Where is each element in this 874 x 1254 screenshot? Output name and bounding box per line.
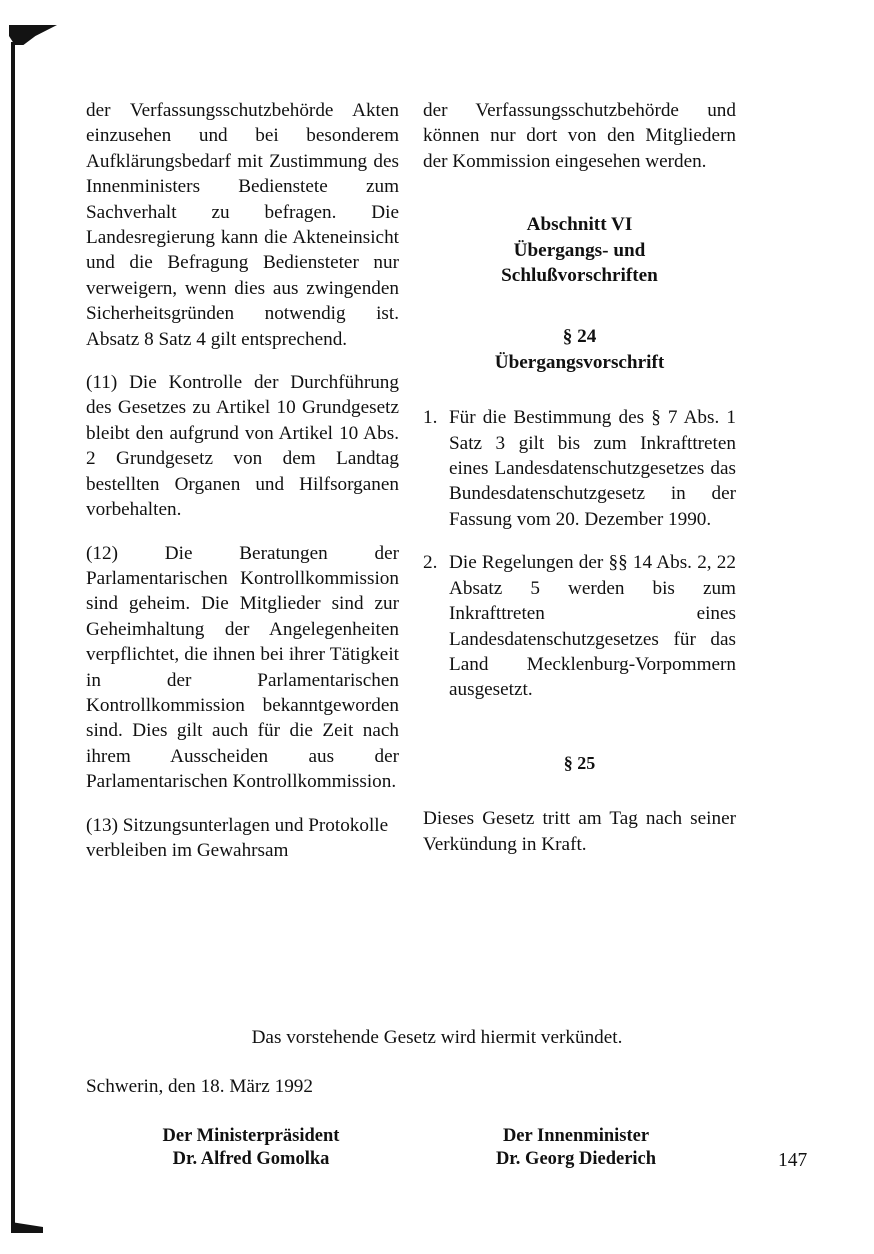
paragraph-11: (11) Die Kontrolle der Durchführung des Gesetzes zu Artikel 10 Grundgesetz bleibt den aufgrund von Artikel 10 Abs. 2 Grundgesetz von dem Landtag bestellten Organen und Hilfsorganen vorbehalten. bbox=[86, 372, 399, 521]
section-24-list bbox=[423, 405, 736, 702]
list-item bbox=[423, 550, 736, 702]
list-item-text: Die Regelungen der §§ 14 Abs. 2, 22 Absatz 5 werden bis zum Inkrafttreten eines Landesdatenschutzgesetzes für das Land Mecklenburg-Vorpommern ausgesetzt. bbox=[449, 552, 736, 701]
page-number: 147 bbox=[778, 1150, 808, 1171]
paragraph-continuation: der Verfassungsschutzbehörde Akten einzusehen und bei besonderem Aufklärungsbedarf mit Zustimmung des Innenministers Bedienstete zum Sachverhalt zu befragen. Die Landesregierung kann die Akteneinsicht und die Befragung Bediensteter nur verweigern, wenn dies aus zwingenden Sicherheitsgründen notwendig ist. Absatz 8 Satz 4 gilt entsprechend. bbox=[86, 100, 399, 350]
paragraph-13: (13) Sitzungsunterlagen und Protokolle verbleiben im Gewahrsam bbox=[86, 814, 389, 861]
scan-edge-foot-icon bbox=[11, 1222, 43, 1233]
signature-title: Der Ministerpräsident bbox=[162, 1126, 340, 1146]
section-25-symbol: § 25 bbox=[563, 752, 596, 773]
signature-row bbox=[86, 1125, 736, 1171]
section-24-symbol: § 24 bbox=[562, 326, 597, 348]
scan-edge-blob-icon bbox=[9, 25, 57, 45]
section-24-title: Übergangsvorschrift bbox=[494, 351, 665, 373]
scan-binding-edge-artifact bbox=[11, 42, 15, 1232]
list-item-text: Für die Bestimmung des § 7 Abs. 1 Satz 3 gilt bis zum Inkrafttreten eines Landesdatenschutzgesetzes das Bundesdatenschutzgesetz in der Fassung vom 20. Dezember 1990. bbox=[449, 407, 736, 530]
list-item-marker: 2. bbox=[423, 552, 438, 574]
list-item bbox=[423, 405, 736, 532]
signature-name: Dr. Georg Diederich bbox=[495, 1149, 657, 1169]
section-heading-abschnitt-vi bbox=[423, 212, 736, 288]
section-heading-line-3: Schlußvorschriften bbox=[501, 265, 658, 287]
signature-block-innenminister bbox=[416, 1125, 736, 1171]
section-heading-line-1: Abschnitt VI bbox=[526, 214, 633, 236]
signature-name: Dr. Alfred Gomolka bbox=[172, 1149, 330, 1169]
place-and-date: Schwerin, den 18. März 1992 bbox=[86, 1076, 313, 1097]
right-text-column bbox=[423, 98, 736, 857]
promulgation-statement: Das vorstehende Gesetz wird hiermit verkündet. bbox=[251, 1027, 623, 1048]
signature-block-ministerpraesident bbox=[86, 1125, 416, 1171]
paragraph-intro-continuation: der Verfassungsschutzbehörde und können nur dort von den Mitgliedern der Kommission eingesehen werden. bbox=[423, 100, 736, 172]
section-24-header bbox=[423, 324, 736, 375]
section-25-text: Dieses Gesetz tritt am Tag nach seiner Verkündung in Kraft. bbox=[423, 808, 736, 855]
signature-title: Der Innenminister bbox=[502, 1126, 650, 1146]
list-item-marker: 1. bbox=[423, 407, 438, 429]
section-heading-line-2: Übergangs- und bbox=[513, 239, 646, 261]
paragraph-12: (12) Die Beratungen der Parlamentarischen Kontrollkommission sind geheim. Die Mitglieder sind zur Geheimhaltung der Angelegenheiten verpflichtet, die ihnen bei ihrer Tätigkeit in der Parlamentarischen Kontrollkommission bekanntgeworden sind. Dies gilt auch für die Zeit nach ihrem Ausscheiden aus der Parlamentarischen Kontrollkommission. bbox=[86, 542, 399, 793]
left-text-column bbox=[86, 98, 399, 863]
